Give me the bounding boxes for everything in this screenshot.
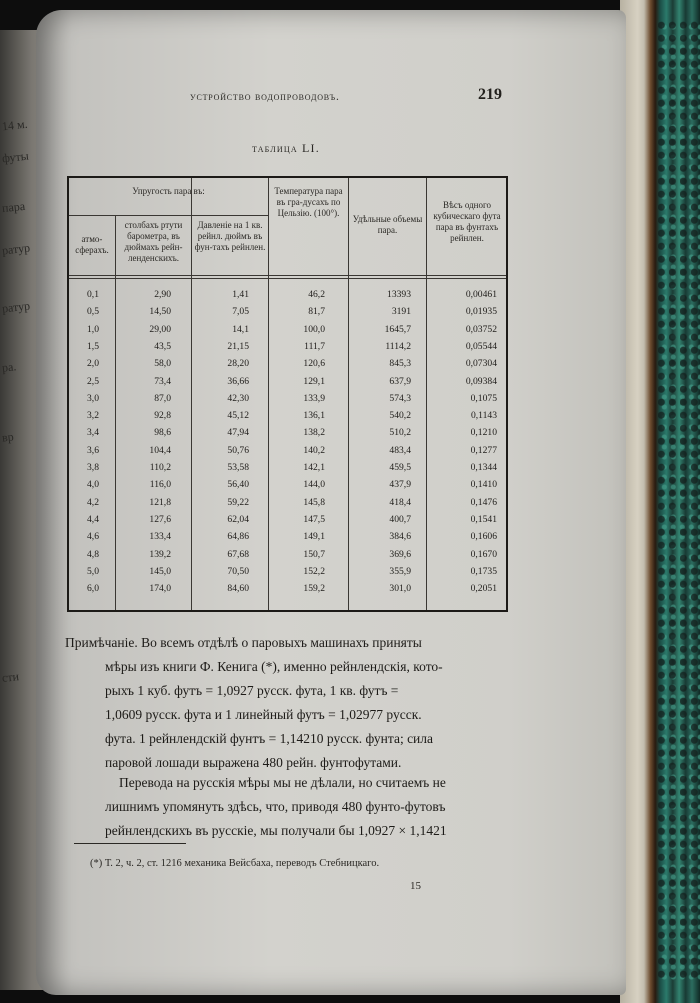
table-cell: 4,8	[87, 548, 99, 560]
table-cell: 510,2	[389, 427, 411, 439]
table-cell: 13393	[387, 289, 411, 300]
signature-mark: 15	[410, 880, 421, 892]
table-cell: 43,5	[154, 340, 171, 352]
table-cell: 67,68	[227, 548, 249, 560]
table-cell: 483,4	[389, 444, 411, 456]
table-cell: 104,4	[149, 444, 171, 456]
table-cell: 46,2	[308, 289, 325, 300]
table-cell: 845,3	[389, 358, 411, 370]
table-cell: 418,4	[389, 496, 411, 508]
table-cell: 45,12	[227, 410, 249, 422]
table-cell: 3,2	[87, 410, 99, 422]
table-cell: 0,2051	[470, 583, 497, 595]
table-cell: 0,00461	[465, 289, 497, 300]
table-cell: 6,0	[87, 583, 99, 595]
table-cell: 87,0	[154, 392, 171, 404]
paragraph-line: рейнлендскихъ въ русскіе, мы получали бы 1,0927 × 1,1421	[105, 823, 447, 838]
left-page-text: вр	[1, 429, 15, 445]
table-cell: 59,22	[227, 496, 249, 508]
table-cell: 140,2	[303, 444, 325, 456]
table-rule	[348, 178, 349, 610]
table-cell: 1645,7	[384, 323, 411, 335]
table-cell: 42,30	[227, 392, 249, 404]
note-line: рыхъ 1 куб. футъ = 1,0927 русск. фута, 1 кв. футъ =	[105, 683, 399, 698]
table-cell: 1,41	[232, 289, 249, 300]
table-cell: 1114,2	[385, 340, 411, 352]
table-cell: 0,1606	[470, 531, 497, 543]
table-cell: 159,2	[303, 583, 325, 595]
table-cell: 0,1670	[470, 548, 497, 560]
table-cell: 4,2	[87, 496, 99, 508]
table-cell: 142,1	[303, 462, 325, 473]
table-cell: 21,15	[227, 340, 249, 352]
table-cell: 0,09384	[465, 375, 497, 387]
paragraph-line: Перевода на русскія мѣры мы не дѣлали, но считаемъ не	[119, 775, 446, 790]
header-pressure-group: Упругость пара въ:	[132, 186, 205, 196]
header-atmospheres: атмо-сферахъ.	[75, 234, 109, 255]
table-cell: 0,1075	[470, 392, 497, 404]
table-cell: 5,0	[87, 565, 99, 577]
table-cell: 81,7	[308, 306, 325, 318]
header-mercury-inches: столбахъ ртути барометра, въ дюймахъ рейн-ленденскихъ.	[124, 220, 183, 263]
table-cell: 355,9	[389, 565, 411, 577]
table-cell: 14,1	[232, 323, 249, 335]
table-cell: 0,05544	[465, 340, 497, 352]
table-rule	[69, 278, 506, 279]
table-cell: 116,0	[149, 479, 171, 491]
table-cell: 0,1210	[470, 427, 497, 439]
table-cell: 3191	[391, 306, 411, 318]
table-cell: 121,8	[149, 496, 171, 508]
table-cell: 0,5	[87, 306, 99, 318]
table-cell: 637,9	[389, 375, 411, 387]
table-cell: 36,66	[227, 375, 249, 387]
table-cell: 129,1	[303, 375, 325, 387]
table-cell: 53,58	[227, 462, 249, 473]
table-cell: 136,1	[303, 410, 325, 422]
table-cell: 139,2	[149, 548, 171, 560]
table-cell: 100,0	[303, 323, 325, 335]
marbled-cover	[658, 20, 700, 980]
page-number: 219	[478, 86, 502, 103]
note-line: мѣры изъ книги Ф. Кенига (*), именно рейнлендскія, кото-	[105, 659, 443, 674]
table-cell: 149,1	[303, 531, 325, 543]
table-cell: 3,8	[87, 462, 99, 473]
table-cell: 92,8	[154, 410, 171, 422]
table-rule	[69, 275, 506, 276]
table-cell: 64,86	[227, 531, 249, 543]
running-head: устройство водопроводовъ.	[190, 91, 340, 103]
table-rule	[268, 178, 269, 610]
table-cell: 127,6	[149, 513, 171, 525]
table-cell: 400,7	[389, 513, 411, 525]
table-cell: 0,1	[87, 289, 99, 300]
table-cell: 4,6	[87, 531, 99, 543]
table-cell: 29,00	[149, 323, 171, 335]
table-cell: 4,0	[87, 479, 99, 491]
table-cell: 150,7	[303, 548, 325, 560]
table-rule	[69, 215, 268, 216]
table-cell: 47,94	[227, 427, 249, 439]
footnote: (*) Т. 2, ч. 2, ст. 1216 механика Вейсбаха, переводъ Стебницкаго.	[90, 858, 380, 869]
table-cell: 0,1476	[470, 496, 497, 508]
table-cell: 2,0	[87, 358, 99, 370]
left-page-text: ратур	[1, 240, 31, 258]
table-cell: 301,0	[389, 583, 411, 595]
left-page-text: футы	[1, 148, 30, 166]
table-cell: 0,07304	[465, 358, 497, 370]
table-cell: 133,9	[303, 392, 325, 404]
table-cell: 0,1143	[470, 410, 497, 422]
table-cell: 459,5	[389, 462, 411, 473]
table-cell: 120,6	[303, 358, 325, 370]
table-cell: 384,6	[389, 531, 411, 543]
table-cell: 98,6	[154, 427, 171, 439]
table-cell: 574,3	[389, 392, 411, 404]
table-cell: 437,9	[389, 479, 411, 491]
table-cell: 0,1344	[470, 462, 497, 473]
left-page-text: ра.	[1, 359, 17, 375]
table-cell: 4,4	[87, 513, 99, 525]
table-cell: 1,5	[87, 340, 99, 352]
table-cell: 0,03752	[465, 323, 497, 335]
table-cell: 7,05	[232, 306, 249, 318]
table-cell: 110,2	[149, 462, 171, 473]
table-cell: 111,7	[304, 340, 325, 352]
table-cell: 145,0	[149, 565, 171, 577]
table-cell: 62,04	[227, 513, 249, 525]
table-cell: 540,2	[389, 410, 411, 422]
table-cell: 145,8	[303, 496, 325, 508]
table-cell: 50,76	[227, 444, 249, 456]
table-cell: 3,4	[87, 427, 99, 439]
header-cubic-foot-weight: Вѣсъ одного кубическаго фута пара въ фунтахъ рейнлен.	[433, 200, 501, 243]
table-cell: 1,0	[87, 323, 99, 335]
table-cell: 369,6	[389, 548, 411, 560]
left-page-text: пара	[1, 198, 26, 216]
table-cell: 3,6	[87, 444, 99, 456]
steam-table	[67, 176, 508, 612]
table-title: таблица LI.	[252, 141, 320, 155]
table-cell: 84,60	[227, 583, 249, 595]
header-temperature: Температура пара въ гра-дусахъ по Цельзію. (100°).	[274, 186, 343, 218]
left-page-text: 14 м.	[1, 116, 29, 134]
header-specific-volume: Удѣльные объемы пара.	[352, 214, 423, 235]
table-cell: 174,0	[149, 583, 171, 595]
table-cell: 0,01935	[465, 306, 497, 318]
footnote-rule	[74, 843, 186, 844]
table-cell: 133,4	[149, 531, 171, 543]
paragraph-line: лишнимъ упомянуть здѣсь, что, приводя 480 фунто-футовъ	[105, 799, 446, 814]
table-cell: 14,50	[149, 306, 171, 318]
table-cell: 147,5	[303, 513, 325, 525]
table-cell: 73,4	[154, 375, 171, 387]
table-cell: 3,0	[87, 392, 99, 404]
note-line: фута. 1 рейнлендскій фунтъ = 1,14210 русск. фунта; сила	[105, 731, 434, 746]
note-line: 1,0609 русск. фута и 1 линейный футъ = 1,02977 русск.	[105, 707, 422, 722]
table-cell: 0,1735	[470, 565, 497, 577]
table-cell: 58,0	[154, 358, 171, 370]
header-pounds-per-inch: Давленіе на 1 кв. рейнл. дюймъ въ фун-тахъ рейнлен.	[194, 220, 266, 252]
table-cell: 70,50	[227, 565, 249, 577]
table-cell: 2,90	[154, 289, 171, 300]
table-cell: 28,20	[227, 358, 249, 370]
table-cell: 2,5	[87, 375, 99, 387]
note-line: Примѣчаніе. Во всемъ отдѣлѣ о паровыхъ машинахъ приняты	[65, 635, 422, 650]
table-cell: 144,0	[303, 479, 325, 491]
left-page-text: ратур	[1, 298, 31, 316]
left-page-text: сти	[1, 669, 20, 685]
table-cell: 0,1277	[470, 444, 497, 456]
table-cell: 0,1410	[470, 479, 497, 491]
note-line: паровой лошади выражена 480 рейн. фунтофутами.	[105, 755, 402, 770]
table-cell: 56,40	[227, 479, 249, 491]
table-cell: 152,2	[303, 565, 325, 577]
table-cell: 138,2	[303, 427, 325, 439]
table-cell: 0,1541	[470, 513, 497, 525]
